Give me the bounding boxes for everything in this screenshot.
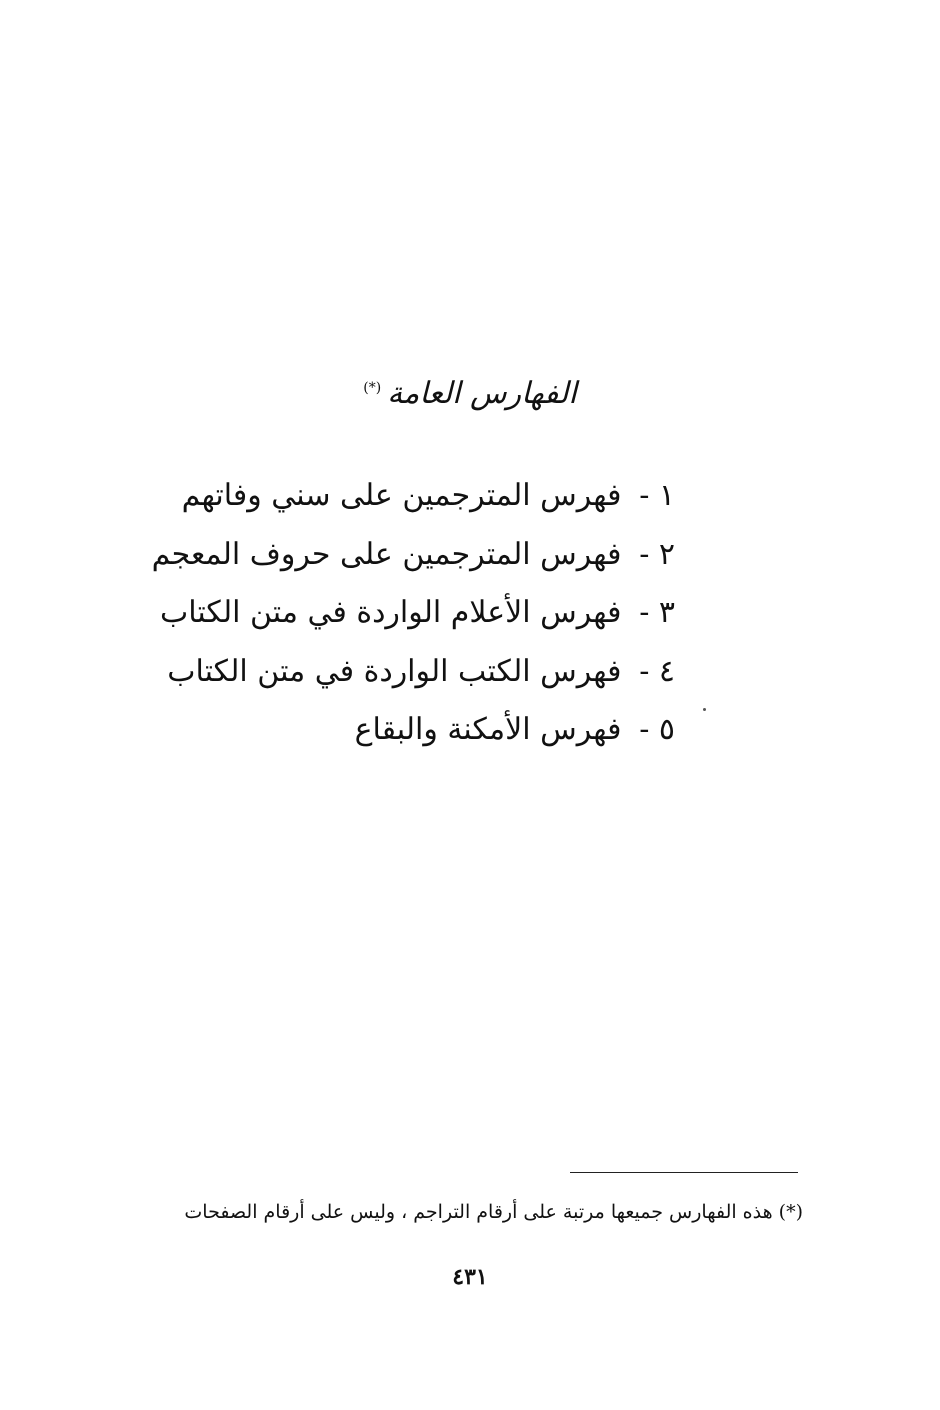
index-list [151,474,675,767]
index-item [151,533,675,592]
index-item-label: فهرس المترجمين على حروف المعجم [151,536,622,572]
index-item-label: فهرس الكتب الواردة في متن الكتاب [167,653,622,689]
index-item-number: ٥ - [639,712,675,747]
index-item-number: ١ - [639,478,675,513]
index-item [159,591,675,650]
index-item-label: فهرس الأعلام الواردة في متن الكتاب [159,595,622,630]
index-item [167,650,675,709]
footnote: (*) هذه الفهارس جميعها مرتبة على أرقام التراجم ، وليس على أرقام الصفحات [184,1201,803,1223]
index-item-number: ٣ - [639,595,675,630]
index-item-number: ٢ - [639,536,675,572]
page-number: ٤٣١ [452,1264,488,1290]
footnote-divider [570,1172,798,1173]
index-item-number: ٤ - [639,653,675,689]
index-item-label: فهرس الأمكنة والبقاع [354,712,622,747]
title-text: الفهارس العامة [387,376,577,411]
index-item [181,474,675,533]
title-footnote-marker: (*) [363,380,382,396]
index-item-label: فهرس المترجمين على سني وفاتهم [181,478,622,513]
stray-mark [703,708,706,711]
index-item [215,708,675,767]
page-title [0,368,940,414]
